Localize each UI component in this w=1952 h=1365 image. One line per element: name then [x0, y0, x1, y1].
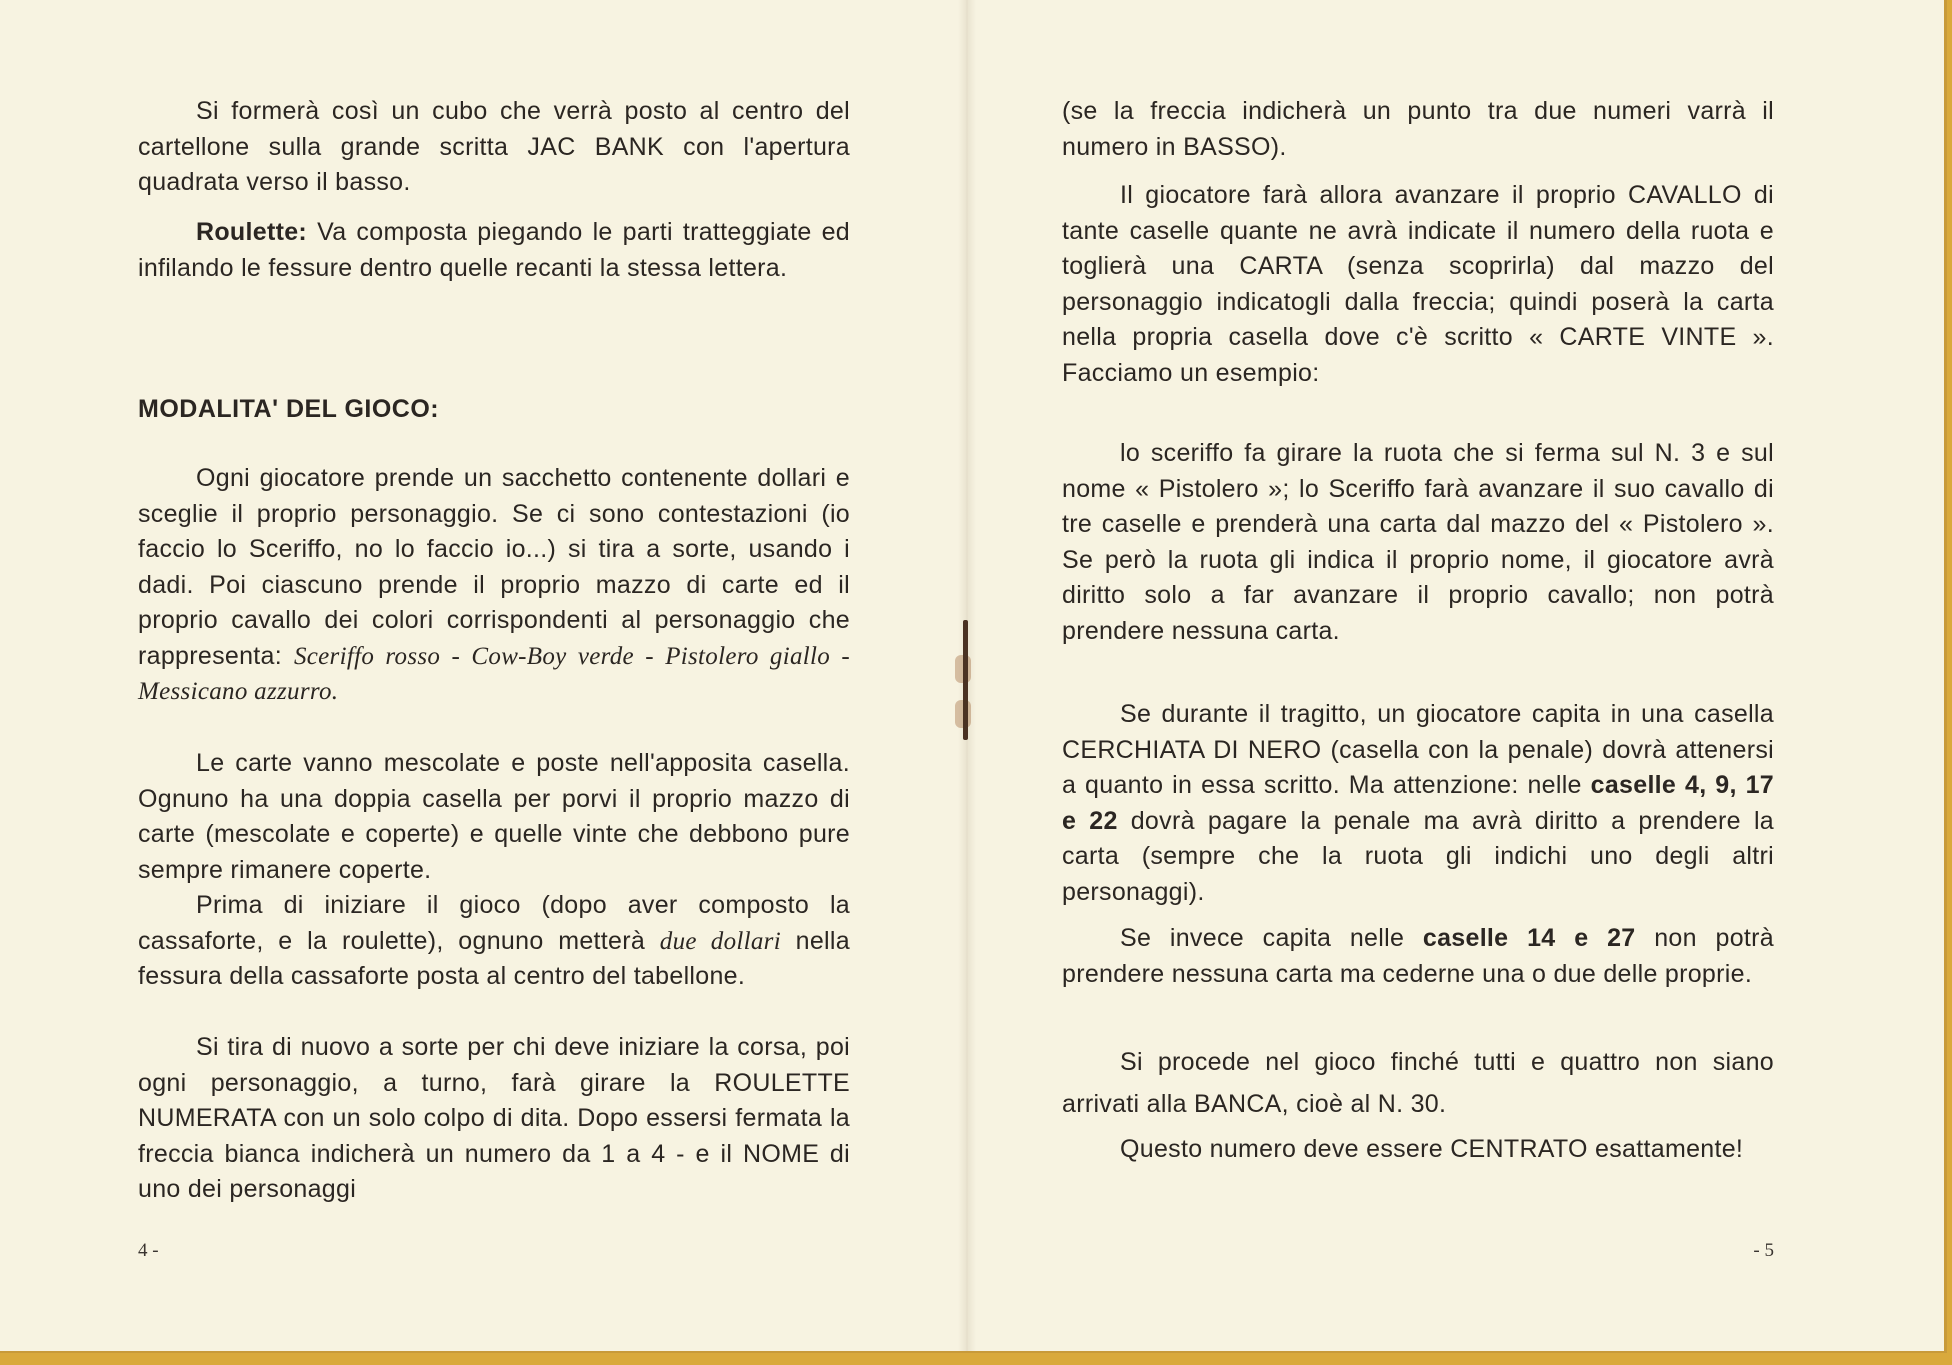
roulette-text: Va composta piegando le parti tratteggiate ed infilando le fessure dentro quelle recanti la stessa lettera.	[138, 218, 850, 282]
roulette-lead: Roulette:	[196, 218, 308, 246]
right-paragraph-4	[1062, 697, 1774, 910]
section-heading: MODALITA' DEL GIOCO:	[138, 395, 440, 423]
right-paragraph-7: Questo numero deve essere CENTRATO esattamente!	[1120, 1135, 1744, 1163]
right-paragraph-3: lo sceriffo fa girare la ruota che si ferma sul N. 3 e sul nome « Pistolero »; lo Sceriffo farà avanzare il suo cavallo di tre caselle e prenderà una carta dal mazzo del « Pistolero ». Se però la ruota gli indica il proprio nome, il giocatore avrà diritto solo a far avanzare il proprio cavallo; non potrà prendere nessuna carta.	[1062, 439, 1774, 645]
right-paragraph-1: (se la freccia indicherà un punto tra due numeri varrà il numero in BASSO).	[1062, 97, 1774, 161]
players-text: Ogni giocatore prende un sacchetto contenente dollari e sceglie il proprio personaggio. Se ci sono contestazioni (io faccio lo Sceriffo, no lo faccio io...) si tira a sorte, usando i dadi. Poi ciascuno prende il proprio mazzo di carte ed il proprio cavallo dei colori corrispondenti al personaggio che rappresenta:	[138, 464, 850, 670]
cede-text-b: non potrà prendere nessuna carta ma cederne una o due delle proprie.	[1062, 924, 1774, 988]
left-paragraph-4: Le carte vanno mescolate e poste nell'apposita casella. Ognuno ha una doppia casella per porvi il proprio mazzo di carte (mescolate e coperte) e quelle vinte che debbono pure sempre rimanere coperte.	[138, 749, 850, 884]
penalty-cells-bold: caselle 4, 9, 17 e 22	[1062, 771, 1774, 835]
left-paragraph-6: Si tira di nuovo a sorte per chi deve iniziare la corsa, poi ogni personaggio, a turno, farà girare la ROULETTE NUMERATA con un solo colpo di dita. Dopo essersi fermata la freccia bianca indicherà un numero da 1 a 4 - e il NOME di uno dei personaggi	[138, 1033, 850, 1203]
left-paragraph-3	[138, 461, 850, 710]
cede-cells-bold: caselle 14 e 27	[1422, 924, 1636, 952]
cede-text-a: Se invece capita nelle	[1120, 924, 1423, 952]
left-paragraph-roulette	[138, 215, 850, 286]
right-paragraph-5	[1062, 921, 1774, 992]
staple	[963, 620, 968, 740]
right-paragraph-2: Il giocatore farà allora avanzare il proprio CAVALLO di tante caselle quante ne avrà indicate il numero della ruota e toglierà una CARTA (senza scoprirla) dal mazzo del personaggio indicatogli dalla freccia; quindi poserà la carta nella propria casella dove c'è scritto « CARTE VINTE ». Facciamo un esempio:	[1062, 181, 1774, 387]
right-paragraph-6: Si procede nel gioco finché tutti e quattro non siano arrivati alla BANCA, cioè al N. 30.	[1062, 1048, 1774, 1118]
page-number-left: 4 -	[138, 1240, 159, 1261]
colors-italic: Sceriffo rosso - Cow-Boy verde - Pistolero giallo - Messicano azzurro.	[138, 642, 850, 705]
left-paragraph-1: Si formerà così un cubo che verrà posto al centro del cartellone sulla grande scritta JAC BANK con l'apertura quadrata verso il basso.	[138, 97, 850, 196]
penalty-text-b: dovrà pagare la penale ma avrà diritto a prendere la carta (sempre che la ruota gli indichi uno degli altri personaggi).	[1062, 806, 1774, 906]
start-text-b: nella fessura della cassaforte posta al centro del tabellone.	[138, 926, 850, 990]
start-text-a: Prima di iniziare il gioco (dopo aver composto la cassaforte, e la roulette), ognuno metterà	[138, 891, 850, 955]
page-number-right: - 5	[1753, 1240, 1774, 1261]
penalty-text-a: Se durante il tragitto, un giocatore capita in una casella CERCHIATA DI NERO (casella con la penale) dovrà attenersi a quanto in essa scritto. Ma attenzione: nelle	[1062, 700, 1774, 799]
two-dollars-italic: due dollari	[659, 927, 781, 955]
left-paragraph-5	[138, 888, 850, 995]
